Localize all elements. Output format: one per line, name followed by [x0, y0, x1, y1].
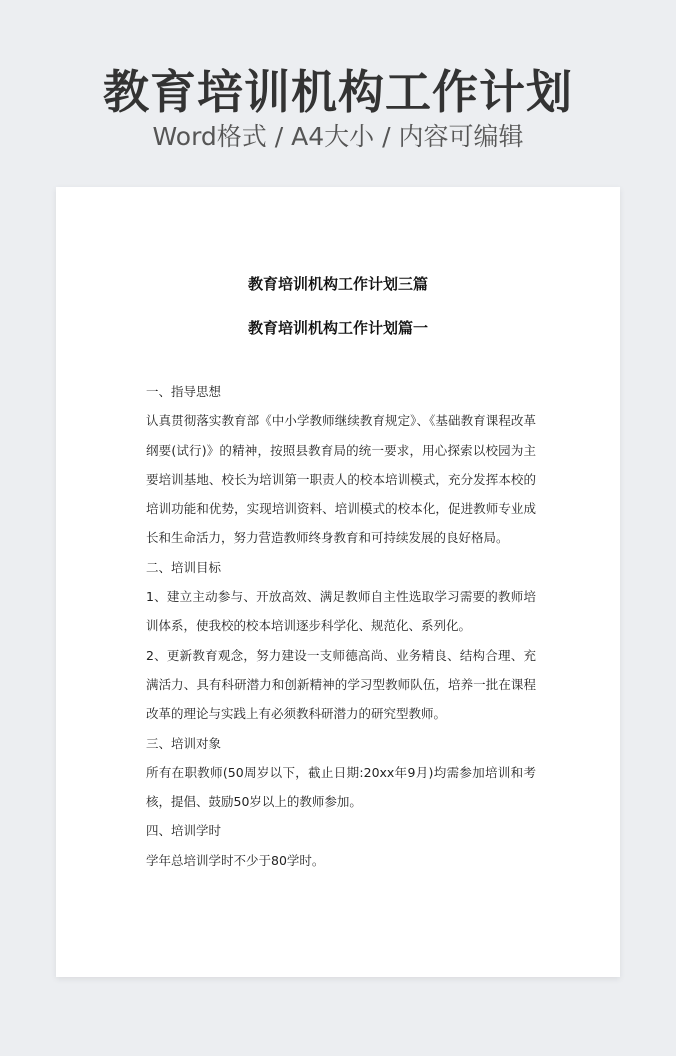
paragraph-training-hours: 学年总培训学时不少于80学时。: [146, 852, 325, 868]
section-heading-guiding-thought: 一、指导思想: [146, 384, 222, 399]
document-body: [146, 377, 536, 875]
section-heading-training-goals: 二、培训目标: [146, 559, 222, 575]
banner-title: 教育培训机构工作计划: [103, 65, 573, 119]
section-heading-training-targets: 三、培训对象: [146, 735, 222, 751]
paragraph-goal-1: 1、建立主动参与、开放高效、满足教师自主性选取学习需要的教师培训体系，使我校的校本培训逐步科学化、规范化、系列化。: [146, 589, 536, 634]
paragraph-guiding-thought: 认真贯彻落实教育部《中小学教师继续教育规定》、《基础教育课程改革纲要(试行)》的精神，按照县教育局的统一要求，用心探索以校园为主要培训基地、校长为培训第一职责人的校本培训模式，充分发挥本校的培训功能和优势，实现培训资料、培训模式的校本化，促进教师专业成长和生命活力，努力营造教师终身教育和可持续发展的良好格局。: [146, 413, 536, 546]
document-page: [56, 187, 620, 977]
paragraph-goal-2: 2、更新教育观念，努力建设一支师德高尚、业务精良、结构合理、充满活力、具有科研潜力和创新精神的学习型教师队伍，培养一批在课程改革的理论与实践上有必须教科研潜力的研究型教师。: [146, 647, 536, 722]
paragraph-training-targets: 所有在职教师(50周岁以下，截止日期:20xx年9月)均需参加培训和考核，提倡、鼓励50岁以上的教师参加。: [146, 764, 536, 810]
document-title: 教育培训机构工作计划三篇: [247, 275, 428, 293]
banner-subtitle: Word格式 / A4大小 / 内容可编辑: [152, 122, 524, 151]
section-heading-training-hours: 四、培训学时: [146, 823, 222, 839]
document-subtitle: 教育培训机构工作计划篇一: [247, 319, 428, 337]
